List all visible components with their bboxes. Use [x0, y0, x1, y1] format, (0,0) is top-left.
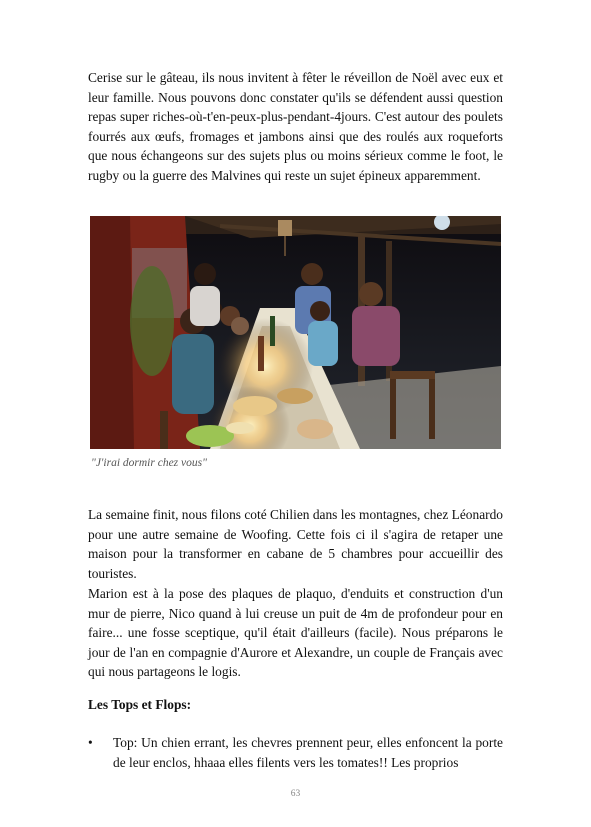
- tops-flops-heading: Les Tops et Flops:: [88, 697, 192, 712]
- paragraph-reveillon: Cerise sur le gâteau, ils nous invitent à fêter le réveillon de Noël avec eux et leur famille. Nous pouvons donc constater qu'ils se défendent aussi question repas super riches-où-t'en-peux-plus-pendant-4jours. C'est autour des poulets fourrés aux œufs, fromages et jambons ainsi que des roulés aux roqueforts que nous échangeons sur des sujets plus ou moins sérieux comme le foot, le rugby ou la guerre des Malvines qui reste un sujet épineux apparemment.: [88, 70, 503, 183]
- bullet-icon: •: [88, 735, 93, 750]
- page-number: 63: [290, 789, 301, 799]
- dinner-photo: [90, 216, 501, 449]
- list-item-text: Top: Un chien errant, les chevres prennent peur, elles enfoncent la porte de leur enclos, hhaaa elles filents vers les tomates!! Les proprios: [113, 735, 503, 770]
- paragraph-woofing: La semaine finit, nous filons coté Chilien dans les montagnes, chez Léonardo pour une autre semaine de Woofing. Cette fois ci il s'agira de retaper une maison pour la transformer en cabane de 5 chambres pour accueillir des touristes.: [88, 507, 503, 581]
- tops-flops-list: [88, 733, 503, 772]
- photo-caption: "J'irai dormir chez vous": [91, 457, 207, 469]
- list-item: [88, 733, 503, 772]
- paragraph-travaux: Marion est à la pose des plaques de plaquo, d'enduits et construction d'un mur de pierre, Nico quand à lui creuse un puit de 4m de profondeur pour en faire... une fosse sceptique, qu'il était d'ailleurs (facile). Nous préparons le jour de l'an en compagnie d'Aurore et Alexandre, un couple de Français avec qui nous partageons le logis.: [88, 586, 503, 680]
